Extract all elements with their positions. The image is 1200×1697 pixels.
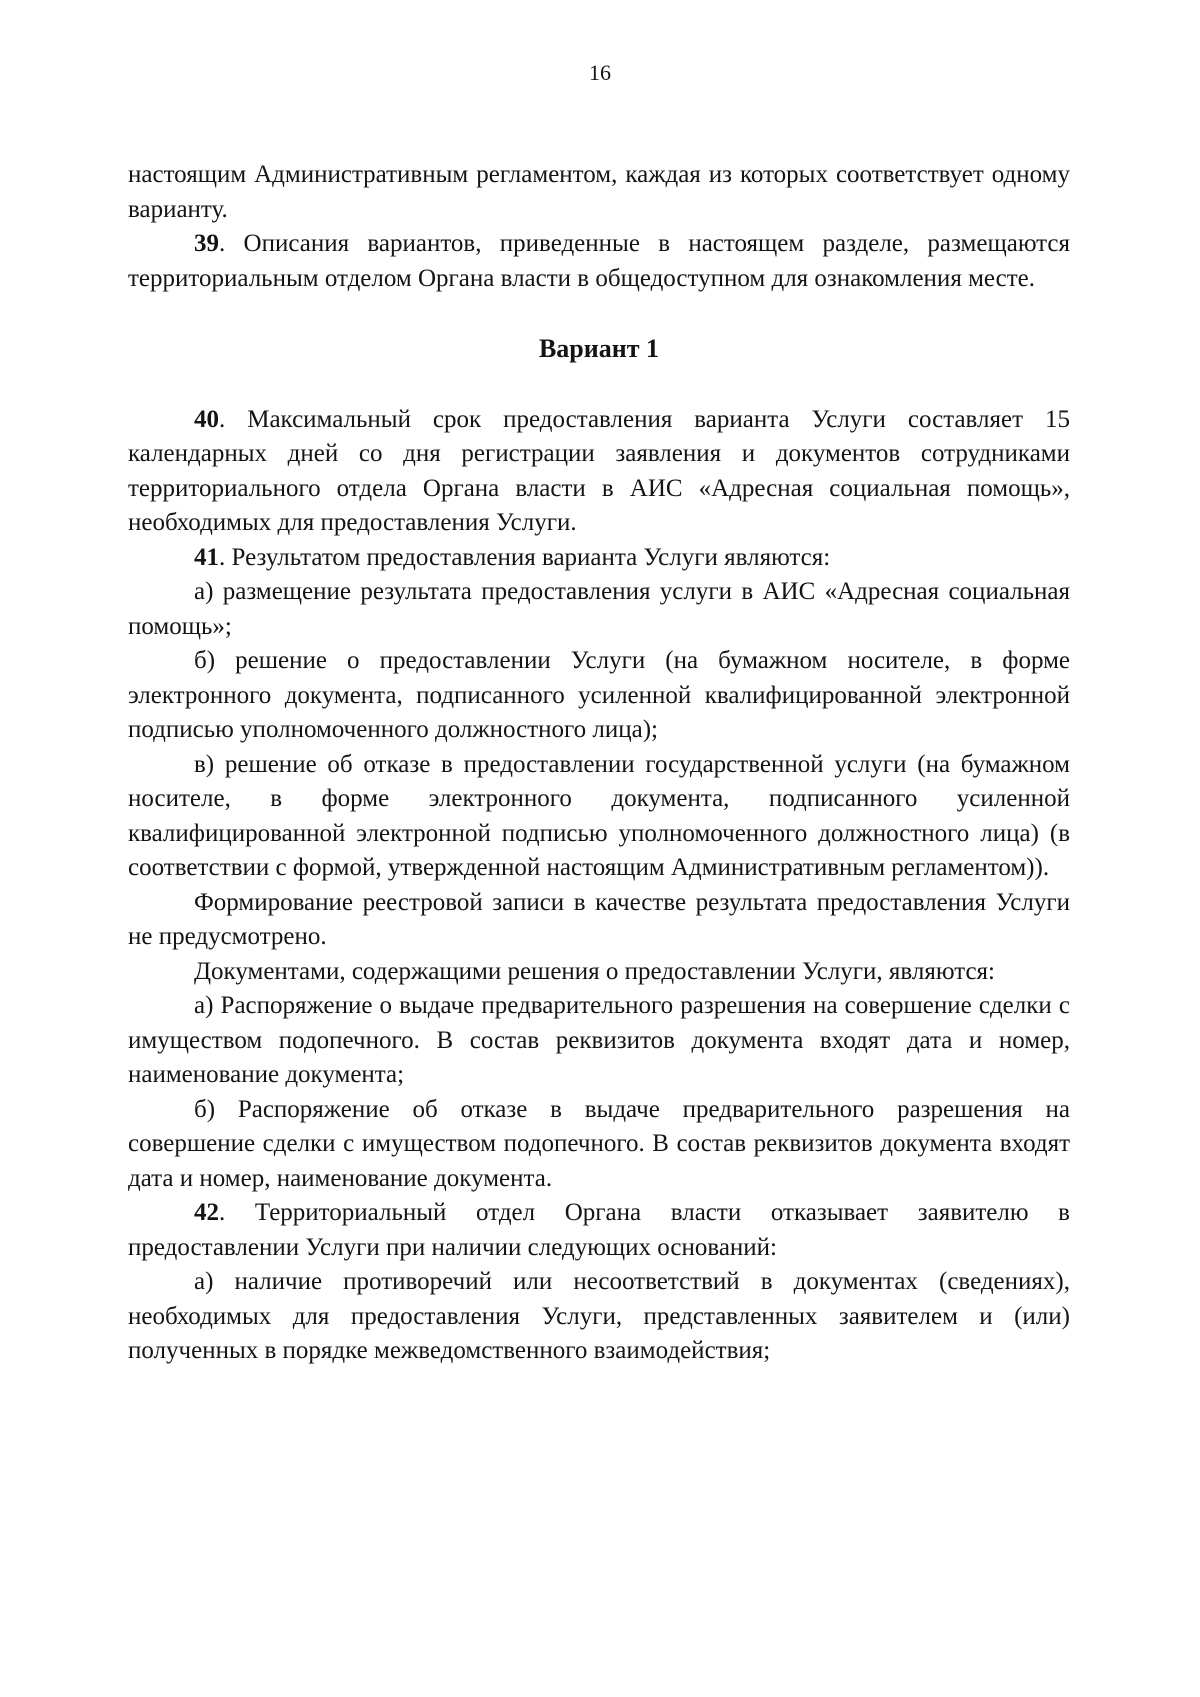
paragraph-text: б) Распоряжение об отказе в выдаче предварительного разрешения на совершение сделки с имуществом подопечного. В состав реквизитов документа входят дата и номер, наименование документа. — [128, 1095, 1070, 1192]
paragraph-text: . Результатом предоставления варианта Услуги являются: — [219, 543, 831, 571]
paragraph-text: . Территориальный отдел Органа власти отказывает заявителю в предоставлении Услуги при наличии следующих оснований: — [128, 1199, 1070, 1261]
paragraph-number: 40 — [194, 405, 219, 433]
paragraph — [128, 886, 1070, 955]
section-heading: Вариант 1 — [538, 334, 660, 363]
paragraph-text: а) размещение результата предоставления услуги в АИС «Адресная социальная помощь»; — [128, 578, 1070, 640]
paragraph-text: . Максимальный срок предоставления варианта Услуги составляет 15 календарных дней со дня регистрации заявления и документов сотрудниками территориального отдела Органа власти в АИС «Адресная социальная помощь», необходимых для предоставления Услуги. — [128, 405, 1070, 536]
paragraph — [128, 748, 1070, 886]
paragraph — [128, 955, 1070, 990]
paragraph — [128, 1265, 1070, 1369]
top-paragraphs — [128, 158, 1070, 296]
paragraph — [128, 575, 1070, 644]
paragraph-number: 41 — [194, 543, 219, 571]
paragraph-text: настоящим Административным регламентом, каждая из которых соответствует одному варианту. — [128, 161, 1070, 223]
paragraph-text: а) наличие противоречий или несоответствий в документах (сведениях), необходимых для предоставления Услуги, представленных заявителем и (или) полученных в порядке межведомственного взаимодействия; — [128, 1268, 1070, 1364]
main-paragraphs — [128, 403, 1070, 1369]
page-number: 16 — [589, 60, 611, 85]
paragraph-text: Формирование реестровой записи в качестве результата предоставления Услуги не предусмотрено. — [128, 888, 1070, 950]
paragraph — [128, 1093, 1070, 1197]
paragraph — [128, 644, 1070, 748]
paragraph — [128, 227, 1070, 296]
paragraph — [128, 541, 1070, 576]
paragraph-text: Документами, содержащими решения о предоставлении Услуги, являются: — [194, 957, 995, 985]
paragraph — [128, 989, 1070, 1093]
paragraph — [128, 403, 1070, 541]
document-body — [128, 158, 1070, 1369]
paragraph-text: а) Распоряжение о выдаче предварительного разрешения на совершение сделки с имуществом подопечного. В состав реквизитов документа входят дата и номер, наименование документа; — [128, 992, 1070, 1088]
paragraph-text: в) решение об отказе в предоставлении государственной услуги (на бумажном носителе, в форме электронного документа, подписанного усиленной квалифицированной электронной подписью уполномоченного должностного лица) (в соответствии с формой, утвержденной настоящим Административным регламентом)). — [128, 750, 1070, 881]
paragraph-text: . Описания вариантов, приведенные в настоящем разделе, размещаются территориальным отделом Органа власти в общедоступном для ознакомления месте. — [128, 230, 1070, 292]
paragraph-number: 39 — [194, 230, 219, 257]
paragraph — [128, 158, 1070, 227]
paragraph-text: б) решение о предоставлении Услуги (на бумажном носителе, в форме электронного документа, подписанного усиленной квалифицированной электронной подписью уполномоченного должностного лица); — [128, 647, 1070, 743]
paragraph-number: 42 — [194, 1199, 219, 1226]
paragraph — [128, 1196, 1070, 1265]
